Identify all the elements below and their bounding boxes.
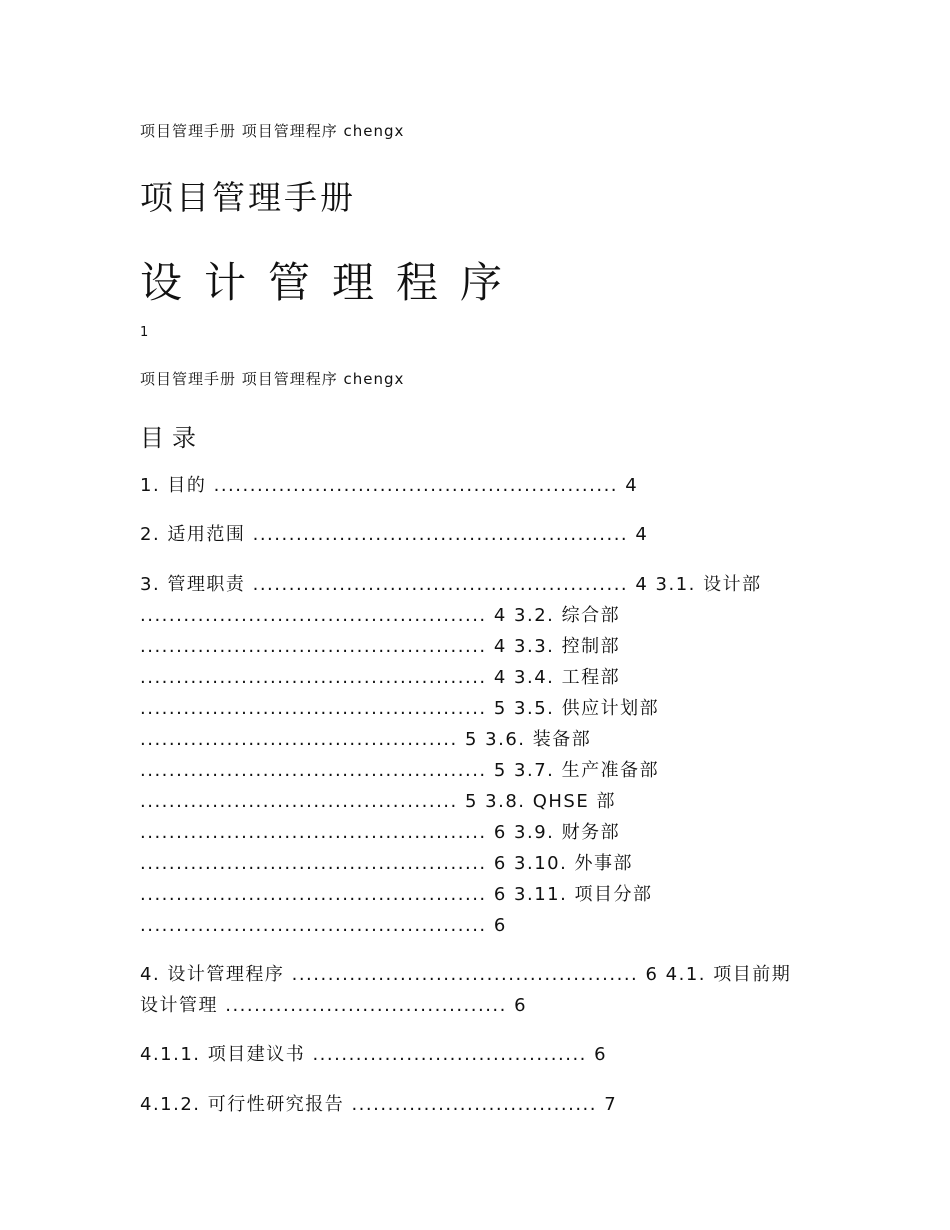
page-number: 1: [140, 325, 149, 340]
toc-entry[interactable]: ................................................ 4 3.3. 控制部: [140, 636, 621, 657]
toc-section-4-1-2: [140, 1089, 617, 1120]
toc-section-2: [140, 519, 648, 550]
toc-section-4: [140, 959, 791, 1021]
toc-entry[interactable]: 2. 适用范围 .................................................... 4: [140, 524, 649, 545]
toc-entry[interactable]: 4.1.1. 项目建议书 ...................................... 6: [140, 1044, 608, 1065]
toc-entry[interactable]: ................................................ 6 3.9. 财务部: [140, 822, 621, 843]
toc-entry[interactable]: ............................................ 5 3.6. 装备部: [140, 729, 592, 750]
toc-entry[interactable]: 3. 管理职责 .................................................... 4 3.1. 设计部: [140, 574, 762, 595]
document-title: 项目管理手册: [140, 178, 356, 217]
toc-entry[interactable]: ............................................ 5 3.8. QHSE 部: [140, 791, 616, 812]
running-header: 项目管理手册 项目管理程序 chengx: [140, 370, 405, 388]
toc-entry[interactable]: 1. 目的 ........................................................ 4: [140, 475, 639, 496]
toc-entry[interactable]: ................................................ 4 3.4. 工程部: [140, 667, 621, 688]
toc-entry[interactable]: ................................................ 5 3.7. 生产准备部: [140, 760, 660, 781]
toc-heading: 目录: [140, 424, 204, 452]
toc-entry[interactable]: ................................................ 4 3.2. 综合部: [140, 605, 621, 626]
toc-entry[interactable]: ................................................ 6 3.11. 项目分部: [140, 884, 653, 905]
toc-section-1: [140, 470, 638, 501]
running-header: 项目管理手册 项目管理程序 chengx: [140, 122, 405, 140]
toc-entry[interactable]: 4.1.2. 可行性研究报告 .................................. 7: [140, 1094, 618, 1115]
toc-section-4-1-1: [140, 1039, 607, 1070]
toc-entry[interactable]: ................................................ 6: [140, 915, 507, 936]
document-subtitle: 设计管理程序: [140, 258, 525, 307]
toc-entry[interactable]: 4. 设计管理程序 ................................................ 6 4.1. 项目前期: [140, 964, 792, 985]
toc-section-3: [140, 569, 762, 941]
toc-entry[interactable]: ................................................ 6 3.10. 外事部: [140, 853, 634, 874]
toc-entry[interactable]: ................................................ 5 3.5. 供应计划部: [140, 698, 660, 719]
toc-entry[interactable]: 设计管理 ....................................... 6: [140, 995, 528, 1016]
